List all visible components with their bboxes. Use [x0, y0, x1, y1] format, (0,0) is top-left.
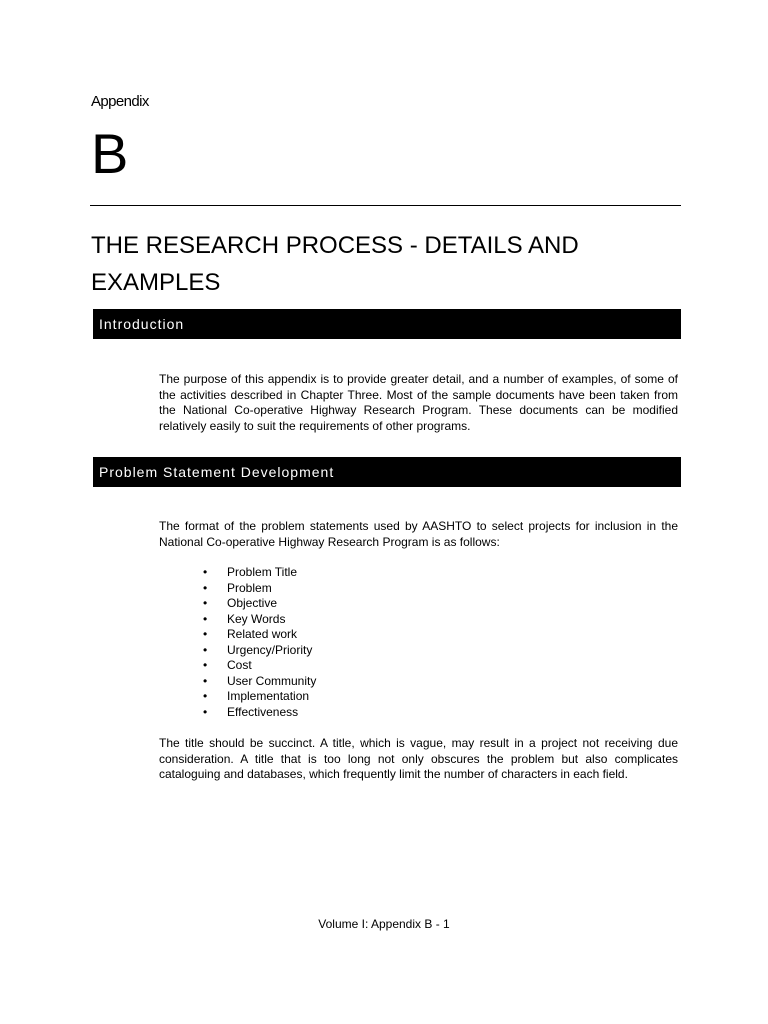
- bullet-icon: •: [203, 689, 208, 703]
- list-item: [203, 627, 316, 643]
- bullet-icon: •: [203, 642, 208, 657]
- list-item-label: Key Words: [227, 611, 286, 626]
- list-item: [203, 674, 316, 690]
- title-guidance-paragraph: The title should be succinct. A title, which is vague, may result in a project not receiving due consideration. A title that is too long not only obscures the problem but also complicates cataloguing and databases, which frequently limit the number of characters in each field.: [159, 736, 678, 781]
- list-item-label: Cost: [227, 658, 252, 672]
- list-item-label: User Community: [227, 673, 317, 688]
- list-item: [203, 658, 316, 674]
- list-item-label: Implementation: [227, 689, 310, 703]
- section-heading-introduction: Introduction: [93, 309, 681, 339]
- list-item: [203, 565, 316, 581]
- bullet-icon: •: [203, 596, 208, 610]
- section-heading-problem-statement: Problem Statement Development: [93, 457, 681, 487]
- list-item: [203, 705, 316, 721]
- list-item: [203, 689, 316, 705]
- list-item: [203, 612, 316, 628]
- bullet-icon: •: [203, 580, 208, 595]
- page-title: THE RESEARCH PROCESS - DETAILS AND EXAMPLES: [91, 232, 579, 296]
- introduction-paragraph: The purpose of this appendix is to provide greater detail, and a number of examples, of some of the activities described in Chapter Three. Most of the sample documents have been taken from the National Co-operative Highway Research Program. These documents can be modified relatively easily to suit the requirements of other programs.: [159, 372, 678, 433]
- problem-statement-format-list: [203, 565, 316, 720]
- bullet-icon: •: [203, 673, 208, 688]
- header-divider: [90, 205, 681, 206]
- list-item: [203, 643, 316, 659]
- list-item-label: Urgency/Priority: [227, 642, 313, 657]
- bullet-icon: •: [203, 611, 208, 626]
- list-item-label: Problem: [227, 580, 272, 595]
- bullet-icon: •: [203, 704, 208, 719]
- page-footer: Volume I: Appendix B - 1: [318, 917, 450, 931]
- list-item-label: Related work: [227, 627, 298, 641]
- list-item-label: Objective: [227, 596, 278, 610]
- problem-statement-paragraph: The format of the problem statements used by AASHTO to select projects for inclusion in the National Co-operative Highway Research Program is as follows:: [159, 519, 678, 549]
- bullet-icon: •: [203, 565, 208, 579]
- list-item-label: Problem Title: [227, 565, 298, 579]
- list-item-label: Effectiveness: [227, 704, 299, 719]
- list-item: [203, 581, 316, 597]
- appendix-letter: B: [91, 122, 129, 185]
- bullet-icon: •: [203, 658, 208, 672]
- bullet-icon: •: [203, 627, 208, 641]
- list-item: [203, 596, 316, 612]
- appendix-label: Appendix: [91, 93, 149, 110]
